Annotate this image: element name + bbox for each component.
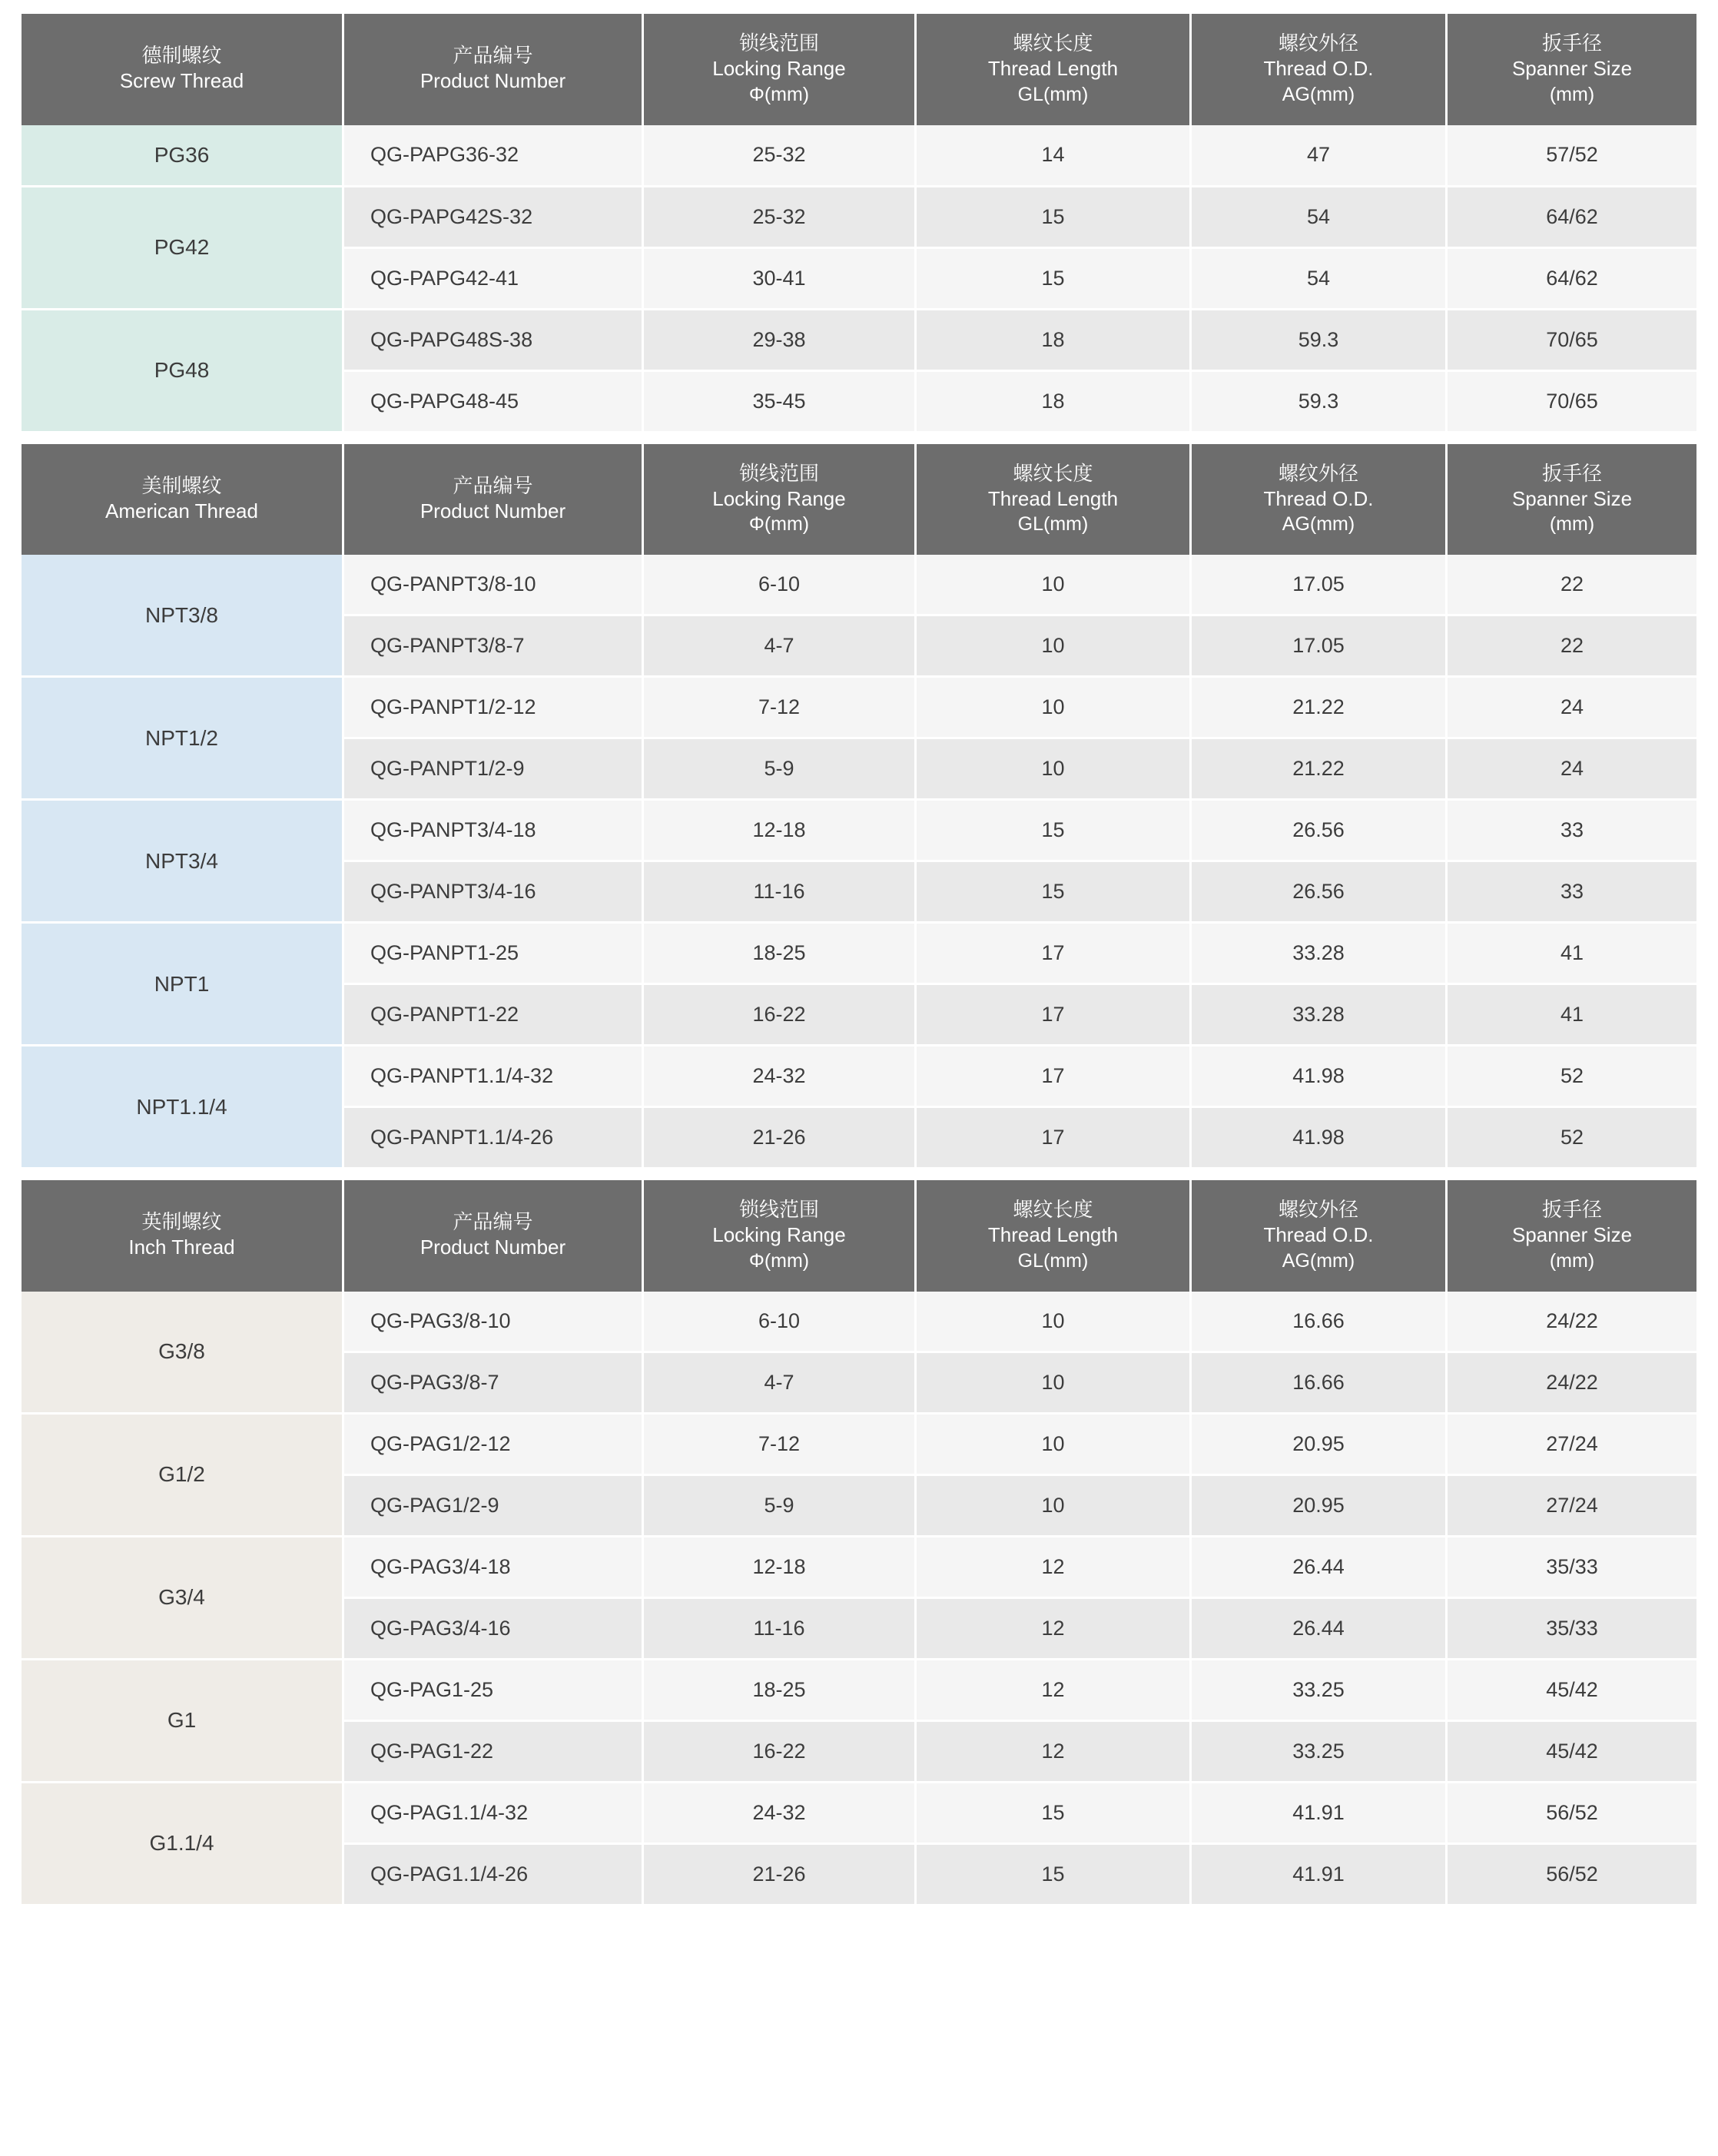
thread-od-cell: 47 — [1192, 125, 1448, 187]
header-thread — [22, 14, 344, 125]
header-locking-range-unit: Φ(mm) — [748, 513, 810, 536]
locking-range-cell: 11-16 — [644, 862, 917, 924]
table-row — [22, 924, 1696, 985]
spec-table-american — [22, 444, 1696, 1170]
product-number-cell: QG-PANPT1.1/4-26 — [344, 1108, 644, 1169]
locking-range-cell: 30-41 — [644, 249, 917, 310]
spanner-size-cell: 56/52 — [1448, 1783, 1696, 1845]
thread-size-cell: G1/2 — [22, 1415, 344, 1537]
spanner-size-cell: 24/22 — [1448, 1292, 1696, 1353]
thread-size-cell: NPT1/2 — [22, 678, 344, 801]
header-product-number — [344, 1180, 644, 1292]
header-product-number-cn: 产品编号 — [453, 1210, 533, 1234]
thread-od-cell: 33.28 — [1192, 924, 1448, 985]
product-number-cell: QG-PAG3/8-10 — [344, 1292, 644, 1353]
thread-length-cell: 10 — [917, 739, 1192, 801]
header-thread-od-unit: AG(mm) — [1282, 513, 1355, 536]
product-number-cell: QG-PANPT1-22 — [344, 985, 644, 1046]
header-thread-length-unit: GL(mm) — [1017, 1249, 1089, 1272]
header-spanner-size-cn: 扳手径 — [1541, 461, 1602, 485]
locking-range-cell: 11-16 — [644, 1599, 917, 1660]
header-thread-od-unit: AG(mm) — [1282, 1249, 1355, 1272]
locking-range-cell: 7-12 — [644, 678, 917, 739]
thread-od-cell: 33.25 — [1192, 1722, 1448, 1783]
spanner-size-cell: 64/62 — [1448, 187, 1696, 249]
thread-length-cell: 10 — [917, 616, 1192, 678]
header-thread-length-en: Thread Length — [987, 486, 1119, 510]
thread-od-cell: 26.44 — [1192, 1599, 1448, 1660]
thread-od-cell: 16.66 — [1192, 1292, 1448, 1353]
table-header-row — [22, 444, 1696, 556]
header-thread-od-en: Thread O.D. — [1263, 57, 1374, 81]
product-number-cell: QG-PAG3/4-18 — [344, 1537, 644, 1599]
thread-length-cell: 10 — [917, 1292, 1192, 1353]
thread-length-cell: 15 — [917, 187, 1192, 249]
thread-length-cell: 14 — [917, 125, 1192, 187]
spec-tables-container — [22, 14, 1696, 1906]
header-product-number-cn: 产品编号 — [453, 473, 533, 497]
thread-od-cell: 17.05 — [1192, 616, 1448, 678]
spanner-size-cell: 57/52 — [1448, 125, 1696, 187]
spanner-size-cell: 22 — [1448, 555, 1696, 616]
header-spanner-size-en: Spanner Size — [1511, 57, 1633, 81]
locking-range-cell: 21-26 — [644, 1108, 917, 1169]
spanner-size-cell: 56/52 — [1448, 1845, 1696, 1906]
product-number-cell: QG-PAG3/8-7 — [344, 1353, 644, 1415]
thread-od-cell: 17.05 — [1192, 555, 1448, 616]
header-thread-od — [1192, 444, 1448, 556]
thread-od-cell: 59.3 — [1192, 372, 1448, 433]
header-thread-length — [917, 1180, 1192, 1292]
header-thread-length-cn: 螺纹长度 — [1013, 32, 1093, 55]
locking-range-cell: 4-7 — [644, 616, 917, 678]
product-number-cell: QG-PAG1-25 — [344, 1660, 644, 1722]
header-thread-length — [917, 14, 1192, 125]
locking-range-cell: 24-32 — [644, 1046, 917, 1108]
spanner-size-cell: 70/65 — [1448, 310, 1696, 372]
locking-range-cell: 25-32 — [644, 187, 917, 249]
table-row — [22, 1415, 1696, 1476]
thread-od-cell: 26.44 — [1192, 1537, 1448, 1599]
thread-length-cell: 12 — [917, 1722, 1192, 1783]
thread-od-cell: 33.25 — [1192, 1660, 1448, 1722]
thread-size-cell: PG48 — [22, 310, 344, 433]
spec-table-metric — [22, 14, 1696, 433]
locking-range-cell: 25-32 — [644, 125, 917, 187]
product-number-cell: QG-PAG1.1/4-32 — [344, 1783, 644, 1845]
header-thread-en: Inch Thread — [128, 1236, 235, 1259]
header-product-number-en: Product Number — [420, 1236, 566, 1259]
locking-range-cell: 18-25 — [644, 924, 917, 985]
thread-length-cell: 15 — [917, 1783, 1192, 1845]
locking-range-cell: 12-18 — [644, 801, 917, 862]
spanner-size-cell: 35/33 — [1448, 1599, 1696, 1660]
locking-range-cell: 5-9 — [644, 1476, 917, 1537]
thread-length-cell: 17 — [917, 1046, 1192, 1108]
header-thread-cn: 美制螺纹 — [141, 473, 222, 497]
spanner-size-cell: 64/62 — [1448, 249, 1696, 310]
product-number-cell: QG-PAPG36-32 — [344, 125, 644, 187]
spanner-size-cell: 24/22 — [1448, 1353, 1696, 1415]
spanner-size-cell: 27/24 — [1448, 1415, 1696, 1476]
locking-range-cell: 7-12 — [644, 1415, 917, 1476]
product-number-cell: QG-PAPG48-45 — [344, 372, 644, 433]
thread-length-cell: 10 — [917, 1476, 1192, 1537]
table-row — [22, 310, 1696, 372]
product-number-cell: QG-PAG3/4-16 — [344, 1599, 644, 1660]
header-thread — [22, 444, 344, 556]
spanner-size-cell: 41 — [1448, 985, 1696, 1046]
header-locking-range — [644, 14, 917, 125]
thread-size-cell: NPT1.1/4 — [22, 1046, 344, 1169]
spanner-size-cell: 27/24 — [1448, 1476, 1696, 1537]
spanner-size-cell: 22 — [1448, 616, 1696, 678]
header-thread-length-cn: 螺纹长度 — [1013, 1198, 1093, 1222]
header-thread — [22, 1180, 344, 1292]
product-number-cell: QG-PANPT3/4-16 — [344, 862, 644, 924]
header-thread-od-cn: 螺纹外径 — [1278, 461, 1358, 485]
table-row — [22, 125, 1696, 187]
header-product-number-en: Product Number — [420, 69, 566, 93]
thread-od-cell: 33.28 — [1192, 985, 1448, 1046]
table-row — [22, 1660, 1696, 1722]
thread-od-cell: 20.95 — [1192, 1415, 1448, 1476]
locking-range-cell: 6-10 — [644, 1292, 917, 1353]
header-spanner-size — [1448, 444, 1696, 556]
header-thread-length-cn: 螺纹长度 — [1013, 461, 1093, 485]
header-spanner-size-unit: (mm) — [1549, 513, 1595, 536]
header-spanner-size — [1448, 1180, 1696, 1292]
header-spanner-size-cn: 扳手径 — [1541, 1198, 1602, 1222]
product-number-cell: QG-PANPT1.1/4-32 — [344, 1046, 644, 1108]
thread-size-cell: PG36 — [22, 125, 344, 187]
thread-size-cell: G3/4 — [22, 1537, 344, 1660]
table-row — [22, 1537, 1696, 1599]
product-number-cell: QG-PANPT3/8-10 — [344, 555, 644, 616]
locking-range-cell: 21-26 — [644, 1845, 917, 1906]
header-product-number — [344, 444, 644, 556]
header-locking-range-cn: 锁线范围 — [738, 461, 819, 485]
thread-length-cell: 15 — [917, 801, 1192, 862]
header-thread-od — [1192, 14, 1448, 125]
header-thread-length — [917, 444, 1192, 556]
thread-length-cell: 17 — [917, 1108, 1192, 1169]
thread-od-cell: 20.95 — [1192, 1476, 1448, 1537]
locking-range-cell: 18-25 — [644, 1660, 917, 1722]
thread-length-cell: 15 — [917, 249, 1192, 310]
thread-od-cell: 59.3 — [1192, 310, 1448, 372]
locking-range-cell: 4-7 — [644, 1353, 917, 1415]
header-locking-range-en: Locking Range — [712, 486, 846, 510]
header-thread-od-unit: AG(mm) — [1282, 83, 1355, 105]
table-row — [22, 678, 1696, 739]
thread-od-cell: 41.91 — [1192, 1783, 1448, 1845]
header-locking-range-en: Locking Range — [712, 1223, 846, 1247]
header-locking-range — [644, 1180, 917, 1292]
thread-length-cell: 18 — [917, 372, 1192, 433]
spanner-size-cell: 41 — [1448, 924, 1696, 985]
header-thread-length-en: Thread Length — [987, 1223, 1119, 1247]
thread-length-cell: 15 — [917, 1845, 1192, 1906]
header-product-number-cn: 产品编号 — [453, 44, 533, 67]
header-thread-cn: 德制螺纹 — [141, 44, 222, 67]
header-spanner-size-en: Spanner Size — [1511, 486, 1633, 510]
table-row — [22, 1046, 1696, 1108]
product-number-cell: QG-PAG1/2-9 — [344, 1476, 644, 1537]
thread-od-cell: 16.66 — [1192, 1353, 1448, 1415]
locking-range-cell: 16-22 — [644, 985, 917, 1046]
thread-size-cell: PG42 — [22, 187, 344, 310]
thread-size-cell: NPT1 — [22, 924, 344, 1046]
product-number-cell: QG-PAG1-22 — [344, 1722, 644, 1783]
header-locking-range — [644, 444, 917, 556]
header-locking-range-cn: 锁线范围 — [738, 32, 819, 55]
header-spanner-size-cn: 扳手径 — [1541, 32, 1602, 55]
thread-length-cell: 10 — [917, 1353, 1192, 1415]
header-thread-od-cn: 螺纹外径 — [1278, 1198, 1358, 1222]
product-number-cell: QG-PANPT1/2-12 — [344, 678, 644, 739]
product-number-cell: QG-PAPG42S-32 — [344, 187, 644, 249]
thread-length-cell: 17 — [917, 924, 1192, 985]
locking-range-cell: 6-10 — [644, 555, 917, 616]
table-row — [22, 1783, 1696, 1845]
spanner-size-cell: 45/42 — [1448, 1660, 1696, 1722]
header-locking-range-unit: Φ(mm) — [748, 83, 810, 105]
table-row — [22, 1292, 1696, 1353]
thread-od-cell: 54 — [1192, 187, 1448, 249]
header-spanner-size-unit: (mm) — [1549, 83, 1595, 105]
product-number-cell: QG-PAPG48S-38 — [344, 310, 644, 372]
header-locking-range-cn: 锁线范围 — [738, 1198, 819, 1222]
thread-length-cell: 10 — [917, 555, 1192, 616]
header-thread-en: Screw Thread — [119, 69, 244, 93]
thread-od-cell: 26.56 — [1192, 801, 1448, 862]
header-product-number — [344, 14, 644, 125]
locking-range-cell: 5-9 — [644, 739, 917, 801]
product-number-cell: QG-PANPT1/2-9 — [344, 739, 644, 801]
header-spanner-size-en: Spanner Size — [1511, 1223, 1633, 1247]
thread-od-cell: 54 — [1192, 249, 1448, 310]
header-thread-od — [1192, 1180, 1448, 1292]
thread-length-cell: 18 — [917, 310, 1192, 372]
thread-length-cell: 10 — [917, 678, 1192, 739]
spanner-size-cell: 52 — [1448, 1046, 1696, 1108]
header-thread-od-en: Thread O.D. — [1263, 486, 1374, 510]
locking-range-cell: 16-22 — [644, 1722, 917, 1783]
spanner-size-cell: 35/33 — [1448, 1537, 1696, 1599]
spanner-size-cell: 70/65 — [1448, 372, 1696, 433]
product-number-cell: QG-PAPG42-41 — [344, 249, 644, 310]
header-thread-od-cn: 螺纹外径 — [1278, 32, 1358, 55]
product-number-cell: QG-PANPT3/4-18 — [344, 801, 644, 862]
thread-size-cell: G1 — [22, 1660, 344, 1783]
header-product-number-en: Product Number — [420, 499, 566, 522]
product-number-cell: QG-PANPT1-25 — [344, 924, 644, 985]
product-number-cell: QG-PAG1/2-12 — [344, 1415, 644, 1476]
table-header-row — [22, 1180, 1696, 1292]
locking-range-cell: 29-38 — [644, 310, 917, 372]
locking-range-cell: 35-45 — [644, 372, 917, 433]
header-thread-length-en: Thread Length — [987, 57, 1119, 81]
thread-length-cell: 10 — [917, 1415, 1192, 1476]
table-header-row — [22, 14, 1696, 125]
thread-od-cell: 41.98 — [1192, 1108, 1448, 1169]
thread-length-cell: 12 — [917, 1660, 1192, 1722]
thread-od-cell: 26.56 — [1192, 862, 1448, 924]
thread-length-cell: 17 — [917, 985, 1192, 1046]
spanner-size-cell: 24 — [1448, 678, 1696, 739]
thread-od-cell: 41.91 — [1192, 1845, 1448, 1906]
header-locking-range-en: Locking Range — [712, 57, 846, 81]
header-locking-range-unit: Φ(mm) — [748, 1249, 810, 1272]
table-row — [22, 555, 1696, 616]
thread-size-cell: NPT3/4 — [22, 801, 344, 924]
spanner-size-cell: 52 — [1448, 1108, 1696, 1169]
header-thread-length-unit: GL(mm) — [1017, 83, 1089, 105]
product-number-cell: QG-PAG1.1/4-26 — [344, 1845, 644, 1906]
thread-od-cell: 21.22 — [1192, 678, 1448, 739]
product-number-cell: QG-PANPT3/8-7 — [344, 616, 644, 678]
thread-od-cell: 21.22 — [1192, 739, 1448, 801]
table-row — [22, 187, 1696, 249]
spec-table-inch — [22, 1180, 1696, 1906]
thread-length-cell: 12 — [917, 1537, 1192, 1599]
thread-size-cell: NPT3/8 — [22, 555, 344, 678]
thread-od-cell: 41.98 — [1192, 1046, 1448, 1108]
spanner-size-cell: 45/42 — [1448, 1722, 1696, 1783]
table-row — [22, 801, 1696, 862]
spanner-size-cell: 24 — [1448, 739, 1696, 801]
header-thread-cn: 英制螺纹 — [141, 1210, 222, 1234]
spanner-size-cell: 33 — [1448, 862, 1696, 924]
thread-size-cell: G1.1/4 — [22, 1783, 344, 1906]
header-thread-od-en: Thread O.D. — [1263, 1223, 1374, 1247]
header-spanner-size-unit: (mm) — [1549, 1249, 1595, 1272]
thread-length-cell: 12 — [917, 1599, 1192, 1660]
spanner-size-cell: 33 — [1448, 801, 1696, 862]
locking-range-cell: 24-32 — [644, 1783, 917, 1845]
thread-size-cell: G3/8 — [22, 1292, 344, 1415]
thread-length-cell: 15 — [917, 862, 1192, 924]
locking-range-cell: 12-18 — [644, 1537, 917, 1599]
header-thread-length-unit: GL(mm) — [1017, 513, 1089, 536]
header-spanner-size — [1448, 14, 1696, 125]
header-thread-en: American Thread — [105, 499, 258, 522]
